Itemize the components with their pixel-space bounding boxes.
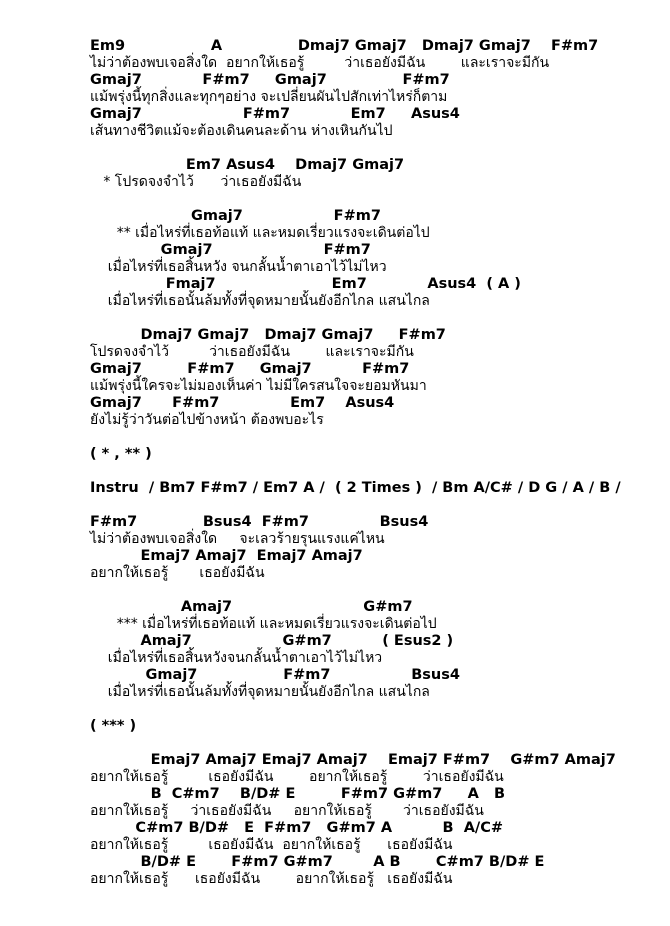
song-block	[90, 38, 660, 140]
lyric-line: เมื่อไหร่ที่เธอนั้นล้มทั้งที่จุดหมายนั้นยังอีกไกล แสนไกล	[90, 293, 430, 309]
lyric-line: ยังไม่รู้ว่าวันต่อไปข้างหน้า ต้องพบอะไร	[90, 412, 324, 428]
lyric-line: อยากให้เธอรู้ เธอยังมีฉัน อยากให้เธอรู้ ว่าเธอยังมีฉัน	[90, 769, 504, 785]
chord-line: B C#m7 B/D# E F#m7 G#m7 A B	[90, 786, 506, 802]
chord-line: Dmaj7 Gmaj7 Dmaj7 Gmaj7 F#m7	[90, 327, 446, 343]
chord-line: F#m7 Bsus4 F#m7 Bsus4	[90, 514, 429, 530]
lyric-line: อยากให้เธอรู้ เธอยังมีฉัน	[90, 565, 265, 581]
song-block	[90, 718, 660, 735]
instrumental-line: Instru / Bm7 F#m7 / Em7 A / ( 2 Times ) / Bm A/C# / D G / A / B /	[90, 480, 621, 496]
lyric-line: โปรดจงจำไว้ ว่าเธอยังมีฉัน และเราจะมีกัน	[90, 344, 414, 360]
chord-line: Fmaj7 Em7 Asus4 ( A )	[90, 276, 521, 292]
song-block	[90, 514, 660, 582]
lyric-line: ไม่ว่าต้องพบเจอสิ่งใด จะเลวร้ายรุนแรงแค่ไหน	[90, 531, 385, 547]
song-block	[90, 599, 660, 701]
chord-line: Gmaj7 F#m7 Em7 Asus4	[90, 395, 395, 411]
lyric-line: ** เมื่อไหร่ที่เธอท้อแท้ และหมดเรี่ยวแรงจะเดินต่อไป	[90, 225, 430, 241]
lyric-line: อยากให้เธอรู้ เธอยังมีฉัน อยากให้เธอรู้ เธอยังมีฉัน	[90, 837, 453, 853]
chord-line: Gmaj7 F#m7 Bsus4	[90, 667, 460, 683]
lyric-line: * โปรดจงจำไว้ ว่าเธอยังมีฉัน	[90, 174, 302, 190]
song-block	[90, 752, 660, 888]
lyric-line: อยากให้เธอรู้ เธอยังมีฉัน อยากให้เธอรู้ เธอยังมีฉัน	[90, 871, 453, 887]
chord-line: Gmaj7 F#m7 Em7 Asus4	[90, 106, 460, 122]
lyric-line: เมื่อไหร่ที่เธอนั้นล้มทั้งที่จุดหมายนั้นยังอีกไกล แสนไกล	[90, 684, 430, 700]
lyric-line: ไม่ว่าต้องพบเจอสิ่งใด อยากให้เธอรู้ ว่าเธอยังมีฉัน และเราจะมีกัน	[90, 55, 550, 71]
chord-line: Amaj7 G#m7	[90, 599, 413, 615]
song-block	[90, 208, 660, 310]
chord-line: Em9 A Dmaj7 Gmaj7 Dmaj7 Gmaj7 F#m7	[90, 38, 599, 54]
chord-line: Gmaj7 F#m7	[90, 208, 381, 224]
lyric-line: แม้พรุ่งนี้ใครจะไม่มองเห็นค่า ไม่มีใครสนใจจะยอมหันมา	[90, 378, 427, 394]
chord-line: B/D# E F#m7 G#m7 A B C#m7 B/D# E	[90, 854, 545, 870]
lyric-line: *** เมื่อไหร่ที่เธอท้อแท้ และหมดเรี่ยวแรงจะเดินต่อไป	[90, 616, 437, 632]
lyric-line: เส้นทางชีวิตแม้จะต้องเดินคนละด้าน ห่างเหินกันไป	[90, 123, 393, 139]
song-block	[90, 157, 660, 191]
chord-line: Gmaj7 F#m7 Gmaj7 F#m7	[90, 361, 410, 377]
section-label: ( * , ** )	[90, 446, 152, 462]
lyric-line: อยากให้เธอรู้ ว่าเธอยังมีฉัน อยากให้เธอรู้ ว่าเธอยังมีฉัน	[90, 803, 484, 819]
lyric-line: เมื่อไหร่ที่เธอสิ้นหวัง จนกลั้นน้ำตาเอาไว้ไม่ไหว	[90, 259, 387, 275]
chord-line: Gmaj7 F#m7	[90, 242, 371, 258]
chord-line: Em7 Asus4 Dmaj7 Gmaj7	[90, 157, 405, 173]
song-block	[90, 480, 660, 497]
chord-line: Amaj7 G#m7 ( Esus2 )	[90, 633, 454, 649]
lyric-line: เมื่อไหร่ที่เธอสิ้นหวังจนกลั้นน้ำตาเอาไว้ไม่ไหว	[90, 650, 383, 666]
chord-line: C#m7 B/D# E F#m7 G#m7 A B A/C#	[90, 820, 504, 836]
chord-line: Gmaj7 F#m7 Gmaj7 F#m7	[90, 72, 450, 88]
song-block	[90, 446, 660, 463]
lyric-line: แม้พรุ่งนี้ทุกสิ่งและทุกๆอย่าง จะเปลี่ยนผันไปสักเท่าไหร่ก็ตาม	[90, 89, 448, 105]
section-label: ( *** )	[90, 718, 137, 734]
chord-line: Emaj7 Amaj7 Emaj7 Amaj7 Emaj7 F#m7 G#m7 Amaj7	[90, 752, 616, 768]
song-block	[90, 327, 660, 429]
chord-line: Emaj7 Amaj7 Emaj7 Amaj7	[90, 548, 363, 564]
